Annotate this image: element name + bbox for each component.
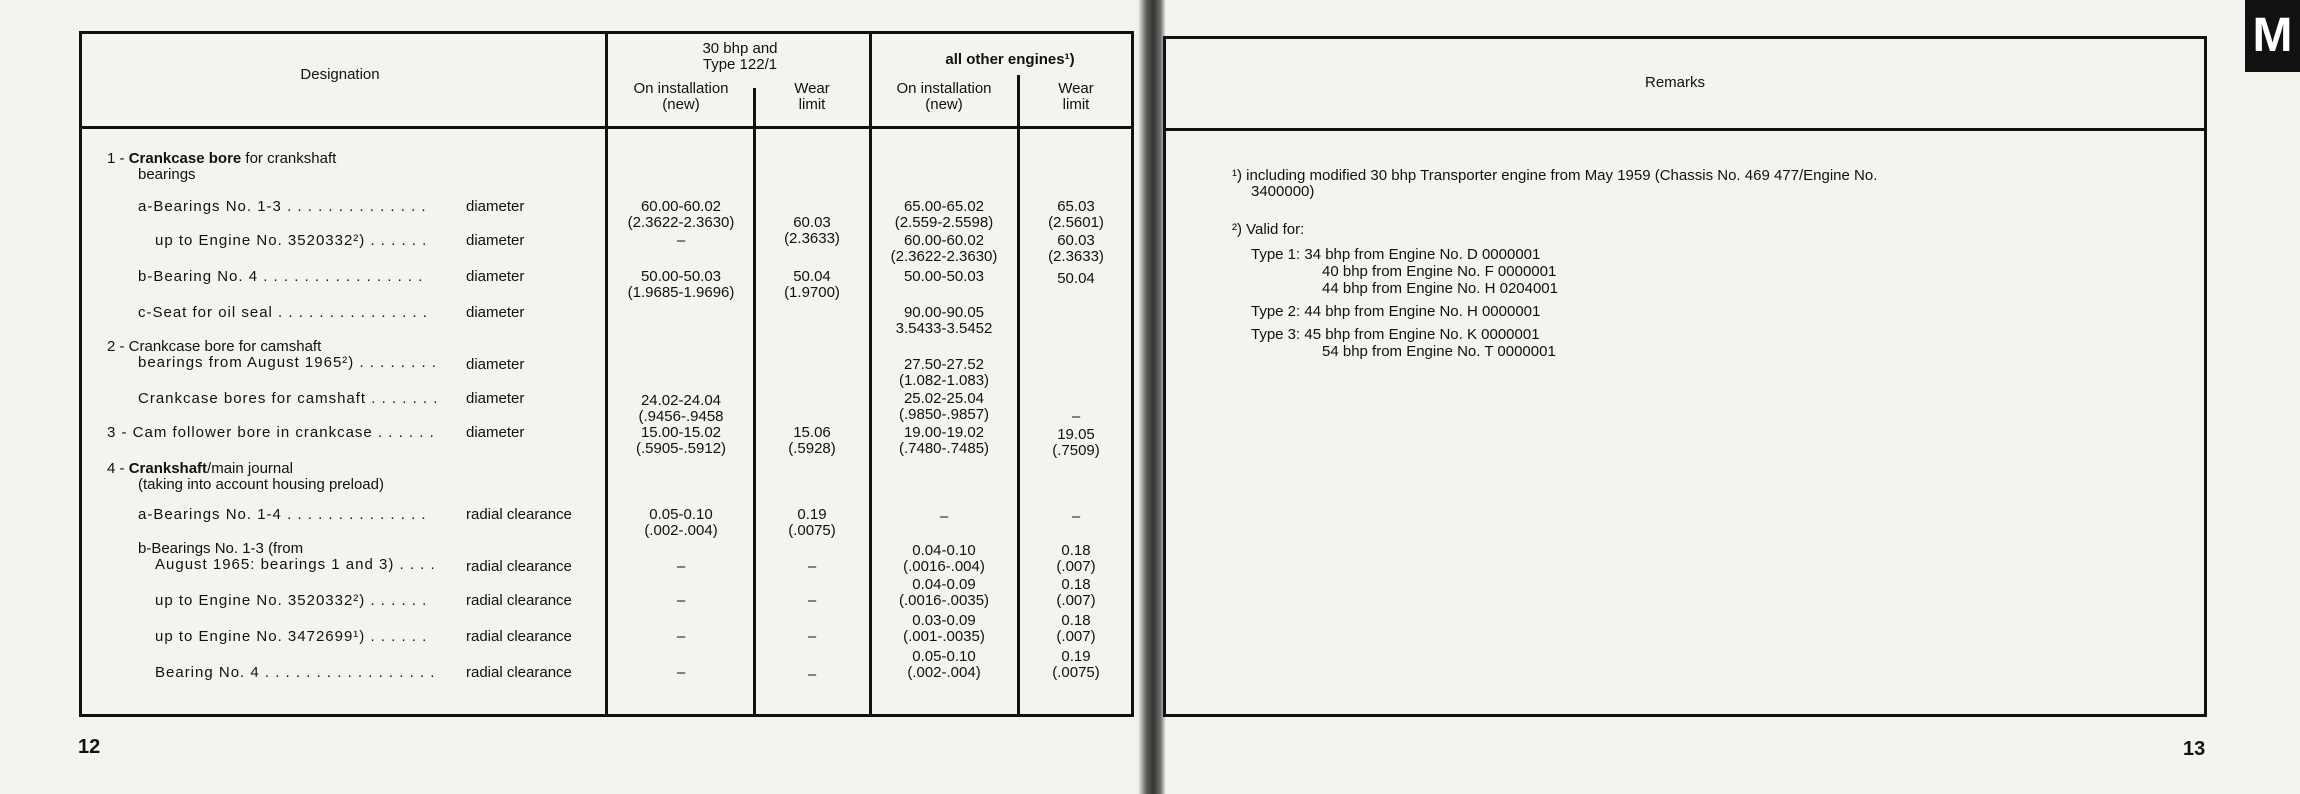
measure: diameter — [466, 424, 525, 441]
row-label: up to Engine No. 3520332²) . . . . . . — [155, 592, 428, 609]
g1-new-inch: (.9456-.9458 — [638, 408, 724, 425]
g1-new-value: 15.00-15.02 — [640, 424, 722, 441]
g2-wear-value: 0.19 — [1061, 648, 1091, 665]
g1-new-value: 60.00-60.02 — [640, 198, 722, 215]
g1-wear-value: 50.04 — [793, 268, 831, 285]
type1-line: 44 bhp from Engine No. H 0204001 — [1322, 280, 1558, 297]
g1-new-value: – — [676, 232, 686, 249]
g2-wear-inch: (2.5601) — [1048, 214, 1104, 231]
group2-title: all other engines¹) — [945, 51, 1075, 68]
g2-new-inch: (.0016-.0035) — [898, 592, 990, 609]
g1-new-value: – — [676, 592, 686, 609]
g2-wear-value: 65.03 — [1057, 198, 1095, 215]
column-divider — [605, 31, 608, 717]
g2-new-value: – — [939, 508, 949, 525]
row-label: up to Engine No. 3472699¹) . . . . . . — [155, 628, 428, 645]
row-label: 1 - Crankcase bore for crankshaft — [107, 150, 337, 167]
row-label: a-Bearings No. 1-4 . . . . . . . . . . . . . . — [138, 506, 427, 523]
g1-wear-value: – — [807, 666, 817, 683]
g1-wear: Wear — [794, 80, 830, 97]
g2-wear-value: – — [1071, 508, 1081, 525]
g1-new-value: 0.05-0.10 — [649, 506, 713, 523]
g2-wear-inch: (.0075) — [1052, 664, 1100, 681]
remarks-header: Remarks — [1644, 74, 1705, 91]
g2-wear-value: 60.03 — [1057, 232, 1095, 249]
page-number-right: 13 — [2183, 738, 2206, 760]
g2-new-value: 27.50-27.52 — [903, 356, 985, 373]
header-rule — [79, 126, 1134, 129]
g1-wear-inch: (2.3633) — [784, 230, 840, 247]
designation-header: Designation — [300, 66, 380, 83]
g2-new-value: 25.02-25.04 — [903, 390, 985, 407]
g1-new-inch: (.5905-.5912) — [635, 440, 727, 457]
g2-new-value: 19.00-19.02 — [903, 424, 985, 441]
g2-new-inch: (.002-.004) — [907, 664, 981, 681]
g2-wear-inch: (.007) — [1056, 628, 1096, 645]
measure: diameter — [466, 268, 525, 285]
measure: radial clearance — [466, 664, 572, 681]
g1-new-inch: (.002-.004) — [644, 522, 718, 539]
row-label: 3 - Cam follower bore in crankcase . . . . . . — [107, 424, 435, 441]
g2-wear-inch: (.007) — [1056, 592, 1096, 609]
group1-title-sub: Type 122/1 — [702, 56, 778, 73]
g2-new-inch: (2.3622-2.3630) — [890, 248, 998, 265]
row-label: Crankcase bores for camshaft . . . . . . . — [138, 390, 439, 407]
group1-title: 30 bhp and — [702, 40, 778, 57]
type1-line: Type 1: 34 bhp from Engine No. D 0000001 — [1251, 246, 1541, 263]
g2-new-value: 0.05-0.10 — [912, 648, 976, 665]
type3-line: 54 bhp from Engine No. T 0000001 — [1322, 343, 1556, 360]
g1-new-value: – — [676, 558, 686, 575]
row-label: a-Bearings No. 1-3 . . . . . . . . . . . . . . — [138, 198, 427, 215]
g2-new-value: 60.00-60.02 — [903, 232, 985, 249]
section-tab: M — [2245, 0, 2300, 72]
g2-new-inch: (1.082-1.083) — [898, 372, 990, 389]
measure: radial clearance — [466, 628, 572, 645]
type3-line: Type 3: 45 bhp from Engine No. K 0000001 — [1251, 326, 1540, 343]
g2-wear-inch: (2.3633) — [1048, 248, 1104, 265]
row-label-2: bearings — [138, 166, 196, 183]
type2-line: Type 2: 44 bhp from Engine No. H 0000001 — [1251, 303, 1541, 320]
measure: radial clearance — [466, 558, 572, 575]
page-number-left: 12 — [78, 736, 101, 758]
measure: diameter — [466, 198, 525, 215]
g2-new-inch: (.7480-.7485) — [898, 440, 990, 457]
row-label: b-Bearing No. 4 . . . . . . . . . . . . . . . . — [138, 268, 424, 285]
row-label-2: bearings from August 1965²) . . . . . . . . — [138, 354, 437, 371]
g1-new-inch: (2.3622-2.3630) — [627, 214, 735, 231]
g1-wear-value: – — [807, 558, 817, 575]
g1-on-installation: On installation — [633, 80, 729, 97]
measure: radial clearance — [466, 506, 572, 523]
row-label-2: August 1965: bearings 1 and 3) . . . . — [155, 556, 436, 573]
g2-new-value: 0.03-0.09 — [912, 612, 976, 629]
measure: diameter — [466, 390, 525, 407]
g2-new-inch: (.0016-.004) — [903, 558, 985, 575]
g2-on-installation: On installation — [896, 80, 992, 97]
measure: diameter — [466, 304, 525, 321]
g1-wear-inch: (.5928) — [788, 440, 836, 457]
row-label: b-Bearings No. 1-3 (from — [138, 540, 304, 557]
g2-wear-inch: (.007) — [1056, 558, 1096, 575]
g1-new-value: – — [676, 628, 686, 645]
g2-new-inch: 3.5433-3.5452 — [895, 320, 993, 337]
g2-wear-value: – — [1071, 408, 1081, 425]
g2-new-inch: (2.559-2.5598) — [894, 214, 994, 231]
g1-wear-inch: (.0075) — [788, 522, 836, 539]
g1-wear-value: 60.03 — [793, 214, 831, 231]
g2-new-value: 65.00-65.02 — [903, 198, 985, 215]
column-divider — [1017, 75, 1020, 717]
g2-new-value: 0.04-0.09 — [912, 576, 976, 593]
row-label: Bearing No. 4 . . . . . . . . . . . . . . . . . — [155, 664, 436, 681]
g2-new-inch: (.001-.0035) — [903, 628, 985, 645]
g2-new-value: 90.00-90.05 — [903, 304, 985, 321]
g1-wear-value: 15.06 — [793, 424, 831, 441]
g2-wear: Wear — [1058, 80, 1094, 97]
g1-wear-inch: (1.9700) — [784, 284, 840, 301]
row-label: up to Engine No. 3520332²) . . . . . . — [155, 232, 428, 249]
footnote-2: ²) Valid for: — [1232, 221, 1305, 238]
book-spine-shadow — [1138, 0, 1166, 794]
g2-wear-inch: (.7509) — [1052, 442, 1100, 459]
column-divider — [753, 88, 756, 717]
g1-new-value: 50.00-50.03 — [640, 268, 722, 285]
g1-wear-value: – — [807, 592, 817, 609]
g1-limit: limit — [798, 96, 826, 113]
g2-wear-value: 0.18 — [1061, 576, 1091, 593]
type1-line: 40 bhp from Engine No. F 0000001 — [1322, 263, 1557, 280]
g1-new-inch: (1.9685-1.9696) — [627, 284, 735, 301]
row-label-2: (taking into account housing preload) — [138, 476, 384, 493]
row-label: 2 - Crankcase bore for camshaft — [107, 338, 322, 355]
measure: diameter — [466, 356, 525, 373]
g1-new-value: – — [676, 664, 686, 681]
g2-new-value: 50.00-50.03 — [903, 268, 985, 285]
g2-limit: limit — [1062, 96, 1090, 113]
g2-wear-value: 50.04 — [1057, 270, 1095, 287]
g1-wear-value: – — [807, 628, 817, 645]
remarks-box — [1163, 36, 2207, 717]
g1-new: (new) — [662, 96, 700, 113]
g1-new-value: 24.02-24.04 — [640, 392, 722, 409]
measure: radial clearance — [466, 592, 572, 609]
row-label: 4 - Crankshaft/main journal — [107, 460, 293, 477]
footnote-1: ¹) including modified 30 bhp Transporter engine from May 1959 (Chassis No. 469 477/Engine No. — [1232, 167, 1878, 184]
g2-new: (new) — [925, 96, 963, 113]
footnote-1-cont: 3400000) — [1251, 183, 1315, 200]
g2-new-value: 0.04-0.10 — [912, 542, 976, 559]
g2-new-inch: (.9850-.9857) — [898, 406, 990, 423]
g2-wear-value: 0.18 — [1061, 542, 1091, 559]
header-rule — [1163, 128, 2207, 131]
column-divider — [869, 31, 872, 717]
g2-wear-value: 19.05 — [1057, 426, 1095, 443]
measure: diameter — [466, 232, 525, 249]
g2-wear-value: 0.18 — [1061, 612, 1091, 629]
g1-wear-value: 0.19 — [797, 506, 827, 523]
row-label: c-Seat for oil seal . . . . . . . . . . . . . . . — [138, 304, 428, 321]
